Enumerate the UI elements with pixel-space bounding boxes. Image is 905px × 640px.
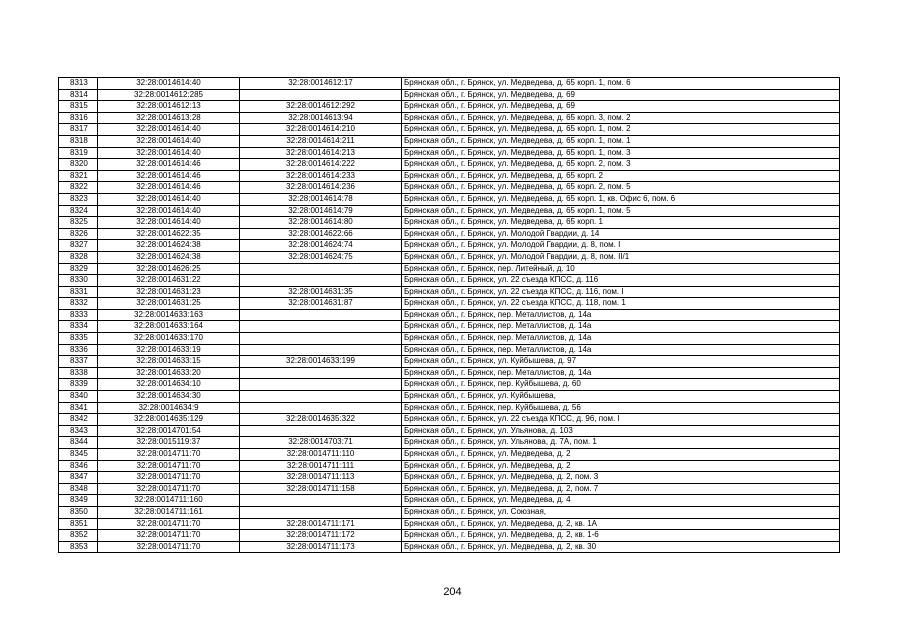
row-number-cell: 8346	[59, 460, 98, 472]
table-row	[59, 298, 840, 310]
table-row	[59, 263, 840, 275]
table-row	[59, 530, 840, 542]
address-cell: Брянская обл., г. Брянск, ул. Медведева, д. 69	[402, 101, 840, 113]
building-cadastral-number-cell: 32:28:0014614:79	[240, 205, 402, 217]
building-cadastral-number-cell: 32:28:0014624:74	[240, 240, 402, 252]
building-cadastral-number-cell: 32:28:0014711:113	[240, 472, 402, 484]
table-row	[59, 251, 840, 263]
building-cadastral-number-cell	[240, 333, 402, 345]
building-cadastral-number-cell: 32:28:0014614:80	[240, 217, 402, 229]
address-cell: Брянская обл., г. Брянск, ул. Медведева, д. 2, кв. 30	[402, 541, 840, 553]
building-cadastral-number-cell: 32:28:0014612:292	[240, 101, 402, 113]
land-cadastral-number-cell: 32:28:0014633:19	[98, 344, 240, 356]
table-row	[59, 205, 840, 217]
row-number-cell: 8342	[59, 414, 98, 426]
address-cell: Брянская обл., г. Брянск, пер. Металлистов, д. 14а	[402, 333, 840, 345]
building-cadastral-number-cell	[240, 379, 402, 391]
table-row	[59, 402, 840, 414]
building-cadastral-number-cell: 32:28:0014614:236	[240, 182, 402, 194]
table-row	[59, 379, 840, 391]
row-number-cell: 8319	[59, 147, 98, 159]
address-cell: Брянская обл., г. Брянск, ул. 22 съезда КПСС, д. 96, пом. I	[402, 414, 840, 426]
row-number-cell: 8315	[59, 101, 98, 113]
page-number: 204	[443, 586, 462, 598]
address-cell: Брянская обл., г. Брянск, пер. Металлистов, д. 14а	[402, 309, 840, 321]
row-number-cell: 8316	[59, 112, 98, 124]
building-cadastral-number-cell	[240, 321, 402, 333]
table-row	[59, 147, 840, 159]
address-cell: Брянская обл., г. Брянск, ул. Ульянова, д. 103	[402, 425, 840, 437]
building-cadastral-number-cell	[240, 275, 402, 287]
building-cadastral-number-cell: 32:28:0014711:110	[240, 449, 402, 461]
building-cadastral-number-cell: 32:28:0014614:78	[240, 193, 402, 205]
building-cadastral-number-cell: 32:28:0014711:173	[240, 541, 402, 553]
land-cadastral-number-cell: 32:28:0014614:46	[98, 159, 240, 171]
building-cadastral-number-cell: 32:28:0014631:87	[240, 298, 402, 310]
building-cadastral-number-cell: 32:28:0014612:17	[240, 78, 402, 90]
building-cadastral-number-cell: 32:28:0014614:222	[240, 159, 402, 171]
row-number-cell: 8352	[59, 530, 98, 542]
row-number-cell: 8335	[59, 333, 98, 345]
row-number-cell: 8341	[59, 402, 98, 414]
address-cell: Брянская обл., г. Брянск, пер. Металлистов, д. 14а	[402, 367, 840, 379]
address-cell: Брянская обл., г. Брянск, пер. Металлистов, д. 14а	[402, 321, 840, 333]
row-number-cell: 8314	[59, 89, 98, 101]
building-cadastral-number-cell: 32:28:0014635:322	[240, 414, 402, 426]
address-cell: Брянская обл., г. Брянск, ул. Медведева, д. 65 корп. 1, кв. Офис 6, пом. 6	[402, 193, 840, 205]
land-cadastral-number-cell: 32:28:0014633:20	[98, 367, 240, 379]
address-cell: Брянская обл., г. Брянск, ул. Медведева, д. 65 корп. 2, пом. 3	[402, 159, 840, 171]
land-cadastral-number-cell: 32:28:0014614:40	[98, 217, 240, 229]
address-cell: Брянская обл., г. Брянск, ул. Медведева, д. 65 корп. 1	[402, 217, 840, 229]
address-cell: Брянская обл., г. Брянск, ул. Молодой Гвардии, д. 14	[402, 228, 840, 240]
land-cadastral-number-cell: 32:28:0015119:37	[98, 437, 240, 449]
address-cell: Брянская обл., г. Брянск, ул. Куйбышева,	[402, 391, 840, 403]
table-row	[59, 321, 840, 333]
table-row	[59, 112, 840, 124]
address-cell: Брянская обл., г. Брянск, ул. Медведева, д. 2	[402, 460, 840, 472]
building-cadastral-number-cell	[240, 495, 402, 507]
address-cell: Брянская обл., г. Брянск, ул. Медведева, д. 69	[402, 89, 840, 101]
land-cadastral-number-cell: 32:28:0014711:70	[98, 483, 240, 495]
row-number-cell: 8313	[59, 78, 98, 90]
table-row	[59, 391, 840, 403]
table-row	[59, 506, 840, 518]
building-cadastral-number-cell: 32:28:0014703:71	[240, 437, 402, 449]
land-cadastral-number-cell: 32:28:0014612:285	[98, 89, 240, 101]
building-cadastral-number-cell: 32:28:0014613:94	[240, 112, 402, 124]
address-cell: Брянская обл., г. Брянск, ул. Медведева, д. 4	[402, 495, 840, 507]
address-cell: Брянская обл., г. Брянск, ул. Медведева, д. 65 корп. 1, пом. 2	[402, 124, 840, 136]
building-cadastral-number-cell	[240, 391, 402, 403]
address-cell: Брянская обл., г. Брянск, ул. Медведева, д. 65 корп. 3, пом. 2	[402, 112, 840, 124]
address-cell: Брянская обл., г. Брянск, ул. 22 съезда КПСС, д. 118, пом. 1	[402, 298, 840, 310]
row-number-cell: 8317	[59, 124, 98, 136]
table-row	[59, 472, 840, 484]
land-cadastral-number-cell: 32:28:0014711:70	[98, 449, 240, 461]
row-number-cell: 8328	[59, 251, 98, 263]
table-row	[59, 135, 840, 147]
row-number-cell: 8324	[59, 205, 98, 217]
land-cadastral-number-cell: 32:28:0014614:40	[98, 193, 240, 205]
table-row	[59, 170, 840, 182]
row-number-cell: 8333	[59, 309, 98, 321]
row-number-cell: 8332	[59, 298, 98, 310]
building-cadastral-number-cell	[240, 425, 402, 437]
land-cadastral-number-cell: 32:28:0014711:70	[98, 530, 240, 542]
row-number-cell: 8323	[59, 193, 98, 205]
address-cell: Брянская обл., г. Брянск, пер. Литейный, д. 10	[402, 263, 840, 275]
land-cadastral-number-cell: 32:28:0014711:70	[98, 460, 240, 472]
table-row	[59, 228, 840, 240]
row-number-cell: 8331	[59, 286, 98, 298]
table-row	[59, 367, 840, 379]
registry-table-body	[59, 78, 840, 553]
land-cadastral-number-cell: 32:28:0014614:40	[98, 78, 240, 90]
land-cadastral-number-cell: 32:28:0014711:70	[98, 541, 240, 553]
table-row	[59, 89, 840, 101]
address-cell: Брянская обл., г. Брянск, ул. Куйбышева, д. 97	[402, 356, 840, 368]
row-number-cell: 8337	[59, 356, 98, 368]
row-number-cell: 8329	[59, 263, 98, 275]
address-cell: Брянская обл., г. Брянск, ул. Ульянова, д. 7А, пом. 1	[402, 437, 840, 449]
table-row	[59, 425, 840, 437]
table-row	[59, 449, 840, 461]
address-cell: Брянская обл., г. Брянск, ул. Союзная,	[402, 506, 840, 518]
land-cadastral-number-cell: 32:28:0014634:9	[98, 402, 240, 414]
land-cadastral-number-cell: 32:28:0014711:161	[98, 506, 240, 518]
building-cadastral-number-cell	[240, 506, 402, 518]
building-cadastral-number-cell: 32:28:0014614:233	[240, 170, 402, 182]
address-cell: Брянская обл., г. Брянск, ул. 22 съезда КПСС, д. 116, пом. I	[402, 286, 840, 298]
address-cell: Брянская обл., г. Брянск, ул. Медведева, д. 2, кв. 1А	[402, 518, 840, 530]
row-number-cell: 8327	[59, 240, 98, 252]
land-cadastral-number-cell: 32:28:0014614:40	[98, 205, 240, 217]
table-row	[59, 101, 840, 113]
table-row	[59, 518, 840, 530]
address-cell: Брянская обл., г. Брянск, ул. Молодой Гвардии, д. 8, пом. I	[402, 240, 840, 252]
land-cadastral-number-cell: 32:28:0014633:163	[98, 309, 240, 321]
land-cadastral-number-cell: 32:28:0014633:164	[98, 321, 240, 333]
land-cadastral-number-cell: 32:28:0014635:129	[98, 414, 240, 426]
building-cadastral-number-cell: 32:28:0014711:111	[240, 460, 402, 472]
row-number-cell: 8339	[59, 379, 98, 391]
row-number-cell: 8350	[59, 506, 98, 518]
table-row	[59, 356, 840, 368]
table-row	[59, 240, 840, 252]
row-number-cell: 8334	[59, 321, 98, 333]
row-number-cell: 8336	[59, 344, 98, 356]
row-number-cell: 8345	[59, 449, 98, 461]
row-number-cell: 8344	[59, 437, 98, 449]
row-number-cell: 8348	[59, 483, 98, 495]
table-row	[59, 159, 840, 171]
building-cadastral-number-cell	[240, 89, 402, 101]
land-cadastral-number-cell: 32:28:0014614:40	[98, 124, 240, 136]
address-cell: Брянская обл., г. Брянск, ул. Медведева, д. 65 корп. 1, пом. 5	[402, 205, 840, 217]
table-row	[59, 333, 840, 345]
registry-table	[58, 77, 840, 553]
table-row	[59, 275, 840, 287]
building-cadastral-number-cell	[240, 402, 402, 414]
address-cell: Брянская обл., г. Брянск, пер. Куйбышева, д. 60	[402, 379, 840, 391]
land-cadastral-number-cell: 32:28:0014614:40	[98, 147, 240, 159]
building-cadastral-number-cell	[240, 367, 402, 379]
building-cadastral-number-cell: 32:28:0014711:171	[240, 518, 402, 530]
land-cadastral-number-cell: 32:28:0014633:170	[98, 333, 240, 345]
building-cadastral-number-cell: 32:28:0014631:35	[240, 286, 402, 298]
land-cadastral-number-cell: 32:28:0014634:30	[98, 391, 240, 403]
row-number-cell: 8349	[59, 495, 98, 507]
land-cadastral-number-cell: 32:28:0014624:38	[98, 251, 240, 263]
land-cadastral-number-cell: 32:28:0014633:15	[98, 356, 240, 368]
address-cell: Брянская обл., г. Брянск, пер. Металлистов, д. 14а	[402, 344, 840, 356]
table-row	[59, 182, 840, 194]
row-number-cell: 8326	[59, 228, 98, 240]
land-cadastral-number-cell: 32:28:0014614:40	[98, 135, 240, 147]
address-cell: Брянская обл., г. Брянск, ул. Медведева, д. 65 корп. 2, пом. 5	[402, 182, 840, 194]
row-number-cell: 8343	[59, 425, 98, 437]
table-row	[59, 309, 840, 321]
address-cell: Брянская обл., г. Брянск, ул. Медведева, д. 2, пом. 3	[402, 472, 840, 484]
address-cell: Брянская обл., г. Брянск, ул. Медведева, д. 2	[402, 449, 840, 461]
table-row	[59, 483, 840, 495]
row-number-cell: 8325	[59, 217, 98, 229]
row-number-cell: 8353	[59, 541, 98, 553]
row-number-cell: 8340	[59, 391, 98, 403]
table-row	[59, 124, 840, 136]
row-number-cell: 8320	[59, 159, 98, 171]
row-number-cell: 8318	[59, 135, 98, 147]
building-cadastral-number-cell: 32:28:0014633:199	[240, 356, 402, 368]
row-number-cell: 8338	[59, 367, 98, 379]
address-cell: Брянская обл., г. Брянск, ул. Медведева, д. 2, пом. 7	[402, 483, 840, 495]
row-number-cell: 8351	[59, 518, 98, 530]
building-cadastral-number-cell: 32:28:0014711:158	[240, 483, 402, 495]
address-cell: Брянская обл., г. Брянск, ул. Медведева, д. 65 корп. 1, пом. 3	[402, 147, 840, 159]
address-cell: Брянская обл., г. Брянск, ул. Медведева, д. 65 корп. 1, пом. 1	[402, 135, 840, 147]
land-cadastral-number-cell: 32:28:0014711:160	[98, 495, 240, 507]
table-row	[59, 286, 840, 298]
row-number-cell: 8321	[59, 170, 98, 182]
land-cadastral-number-cell: 32:28:0014711:70	[98, 518, 240, 530]
address-cell: Брянская обл., г. Брянск, ул. Медведева, д. 65 корп. 1, пом. 6	[402, 78, 840, 90]
building-cadastral-number-cell: 32:28:0014711:172	[240, 530, 402, 542]
table-row	[59, 495, 840, 507]
land-cadastral-number-cell: 32:28:0014614:46	[98, 182, 240, 194]
table-row	[59, 460, 840, 472]
address-cell: Брянская обл., г. Брянск, ул. 22 съезда КПСС, д. 116	[402, 275, 840, 287]
land-cadastral-number-cell: 32:28:0014612:13	[98, 101, 240, 113]
table-row	[59, 78, 840, 90]
building-cadastral-number-cell	[240, 309, 402, 321]
address-cell: Брянская обл., г. Брянск, ул. Медведева, д. 65 корп. 2	[402, 170, 840, 182]
address-cell: Брянская обл., г. Брянск, ул. Медведева, д. 2, кв. 1-6	[402, 530, 840, 542]
building-cadastral-number-cell: 32:28:0014614:213	[240, 147, 402, 159]
land-cadastral-number-cell: 32:28:0014631:22	[98, 275, 240, 287]
land-cadastral-number-cell: 32:28:0014631:23	[98, 286, 240, 298]
land-cadastral-number-cell: 32:28:0014631:25	[98, 298, 240, 310]
address-cell: Брянская обл., г. Брянск, ул. Молодой Гвардии, д. 8, пом. II/1	[402, 251, 840, 263]
land-cadastral-number-cell: 32:28:0014622:35	[98, 228, 240, 240]
building-cadastral-number-cell: 32:28:0014622:66	[240, 228, 402, 240]
land-cadastral-number-cell: 32:28:0014626:25	[98, 263, 240, 275]
building-cadastral-number-cell	[240, 263, 402, 275]
table-row	[59, 437, 840, 449]
land-cadastral-number-cell: 32:28:0014711:70	[98, 472, 240, 484]
row-number-cell: 8347	[59, 472, 98, 484]
table-row	[59, 541, 840, 553]
building-cadastral-number-cell: 32:28:0014614:210	[240, 124, 402, 136]
row-number-cell: 8322	[59, 182, 98, 194]
building-cadastral-number-cell: 32:28:0014614:211	[240, 135, 402, 147]
land-cadastral-number-cell: 32:28:0014701:54	[98, 425, 240, 437]
land-cadastral-number-cell: 32:28:0014634:10	[98, 379, 240, 391]
row-number-cell: 8330	[59, 275, 98, 287]
table-row	[59, 193, 840, 205]
table-row	[59, 217, 840, 229]
land-cadastral-number-cell: 32:28:0014614:46	[98, 170, 240, 182]
land-cadastral-number-cell: 32:28:0014613:28	[98, 112, 240, 124]
table-row	[59, 414, 840, 426]
address-cell: Брянская обл., г. Брянск, пер. Куйбышева, д. 56	[402, 402, 840, 414]
table-row	[59, 344, 840, 356]
land-cadastral-number-cell: 32:28:0014624:38	[98, 240, 240, 252]
building-cadastral-number-cell: 32:28:0014624:75	[240, 251, 402, 263]
building-cadastral-number-cell	[240, 344, 402, 356]
